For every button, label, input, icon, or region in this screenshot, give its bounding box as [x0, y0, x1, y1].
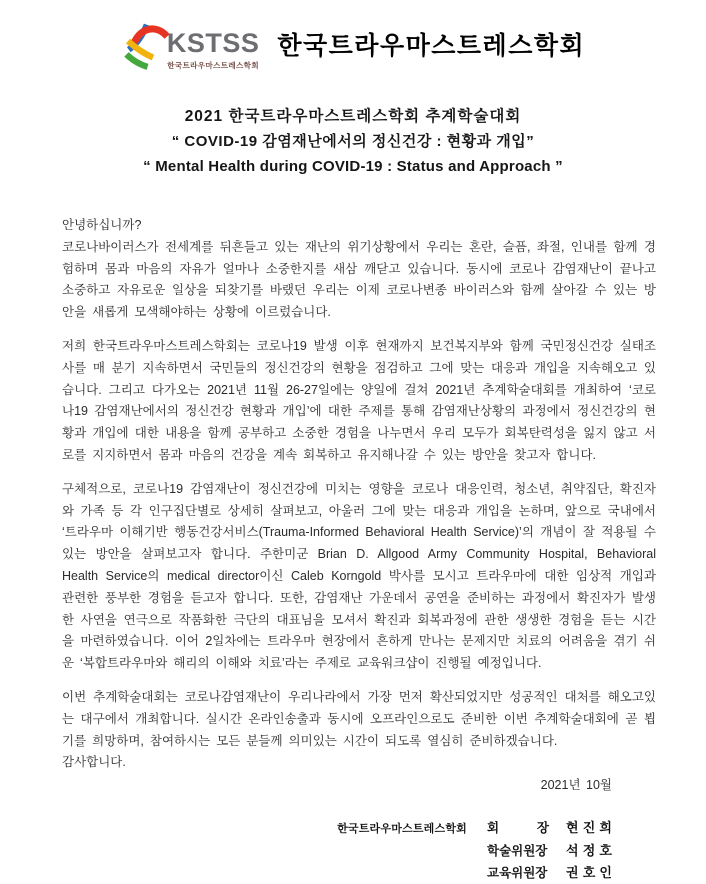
letter-page: [0, 14, 706, 880]
closing-thanks: 감사합니다.: [62, 755, 126, 770]
logo-text: [167, 30, 260, 71]
signature-row: [0, 862, 706, 884]
conference-title-line-3: “ Mental Health during COVID-19 : Status and Approach ”: [143, 158, 563, 175]
signature-role: 학술위원장: [487, 843, 548, 858]
kstss-logo: [121, 14, 260, 74]
signature-row: [0, 817, 706, 840]
paragraph-3: 구체적으로, 코로나19 감염재난이 정신건강에 미치는 영향을 코로나 대응인력, 청소년, 취약집단, 확진자와 가족 등 각 인구집단별로 상세히 살펴보고, 아울러 그에 맞는 대응과 개입을 논하며, 앞으로 국내에서 ‘트라우마 이해기반 행동건강서비스(Trauma-Informed Behavioral Health Service)’의 개념이 잘 적용될 수 있는 방안을 살펴보고자 합니다. 주한미군 Brian D. Allgood Army Community Hospital, Behavioral Health Service의 medical director이신 Caleb Korngold 박사를 모시고 트라우마에 대한 임상적 개입과 관련한 풍부한 경험을 듣고자 합니다. 또한, 감염재난 가운데서 공연을 준비하는 과정에서 확진자가 발생한 사연을 연극으로 작품화한 극단의 대표님을 모셔서 확진과 회복과정에 관한 생생한 경험을 듣는 시간을 마련하였습니다. 이어 2일차에는 트라우마 현장에서 흔하게 만나는 문제지만 치료의 어려움을 겪기 쉬운 ‘복합트라우마와 해리의 이해와 치료’라는 주제로 교육워크샵이 진행될 예정입니다.: [62, 481, 656, 671]
signature-name: 권 호 인: [566, 864, 612, 880]
signature-block: [0, 817, 706, 884]
letter-body: [62, 215, 656, 797]
org-title: 한국트라우마스트레스학회: [277, 32, 586, 60]
signature-role: 교육위원장: [487, 865, 548, 880]
signature-name: 현 진 희: [566, 819, 612, 835]
logo-subtitle: 한국트라우마스트레스학회: [167, 61, 259, 70]
conference-title-line-2: “ COVID-19 감염재난에서의 정신건강 : 현황과 개입”: [171, 133, 535, 150]
header: [0, 14, 706, 74]
signature-org: 한국트라우마스트레스학회: [337, 822, 467, 835]
greeting: 안녕하십니까?: [62, 218, 142, 232]
paragraph-2: 저희 한국트라우마스트레스학회는 코로나19 발생 이후 현재까지 보건복지부와 함께 국민정신건강 실태조사를 매 분기 지속하면서 국민들의 정신건강의 현황을 점검하고 그에 맞는 대응과 개입을 지속해오고 있습니다. 그리고 다가오는 2021년 11월 26-27일에는 양일에 걸쳐 2021년 추계학술대회를 개최하여 ‘코로나19 감염재난에서의 정신건강 현황과 개입’에 대한 주제를 통해 감염재난상황의 과정에서 정신건강의 현황과 개입에 대한 내용을 함께 공부하고 소중한 경험을 나누면서 우리 모두가 회복탄력성을 잃지 않고 서로를 지지하면서 몸과 마음의 건강을 계속 회복하고 유지해나갈 수 있는 방안을 찾고자 합니다.: [62, 338, 656, 462]
signature-row: [0, 840, 706, 862]
signature-name: 석 정 호: [566, 842, 612, 858]
conference-title-block: [0, 104, 706, 179]
signature-role: 회 장: [487, 820, 549, 835]
paragraph-4: 이번 추계학술대회는 코로나감염재난이 우리나라에서 가장 먼저 확산되었지만 성공적인 대처를 해오고있는 대구에서 개최합니다. 실시간 온라인송출과 동시에 오프라인으로도 준비한 이번 추계학술대회에 곧 뵙기를 희망하며, 참여하시는 모든 분들께 의미있는 시간이 되도록 열심히 준비하겠습니다.: [62, 689, 656, 748]
logo-acronym: KSTSS: [166, 28, 260, 58]
letter-date: 2021년 10월: [540, 778, 612, 793]
conference-title-line-1: 2021 한국트라우마스트레스학회 추계학술대회: [184, 108, 522, 125]
paragraph-1: 코로나바이러스가 전세계를 뒤흔들고 있는 재난의 위기상황에서 우리는 혼란, 슬픔, 좌절, 인내를 함께 경험하며 몸과 마음의 자유가 얼마나 소중한지를 새삼 깨닫고 있습니다. 동시에 코로나 감염재난이 끝나고 소중하고 자유로운 일상을 되찾기를 바랬던 우리는 이제 코로나변종 바이러스와 함께 살아갈 수 있는 방안을 새롭게 모색해야하는 상황에 이르렀습니다.: [62, 239, 656, 320]
kstss-logo-mark-icon: [121, 16, 171, 74]
